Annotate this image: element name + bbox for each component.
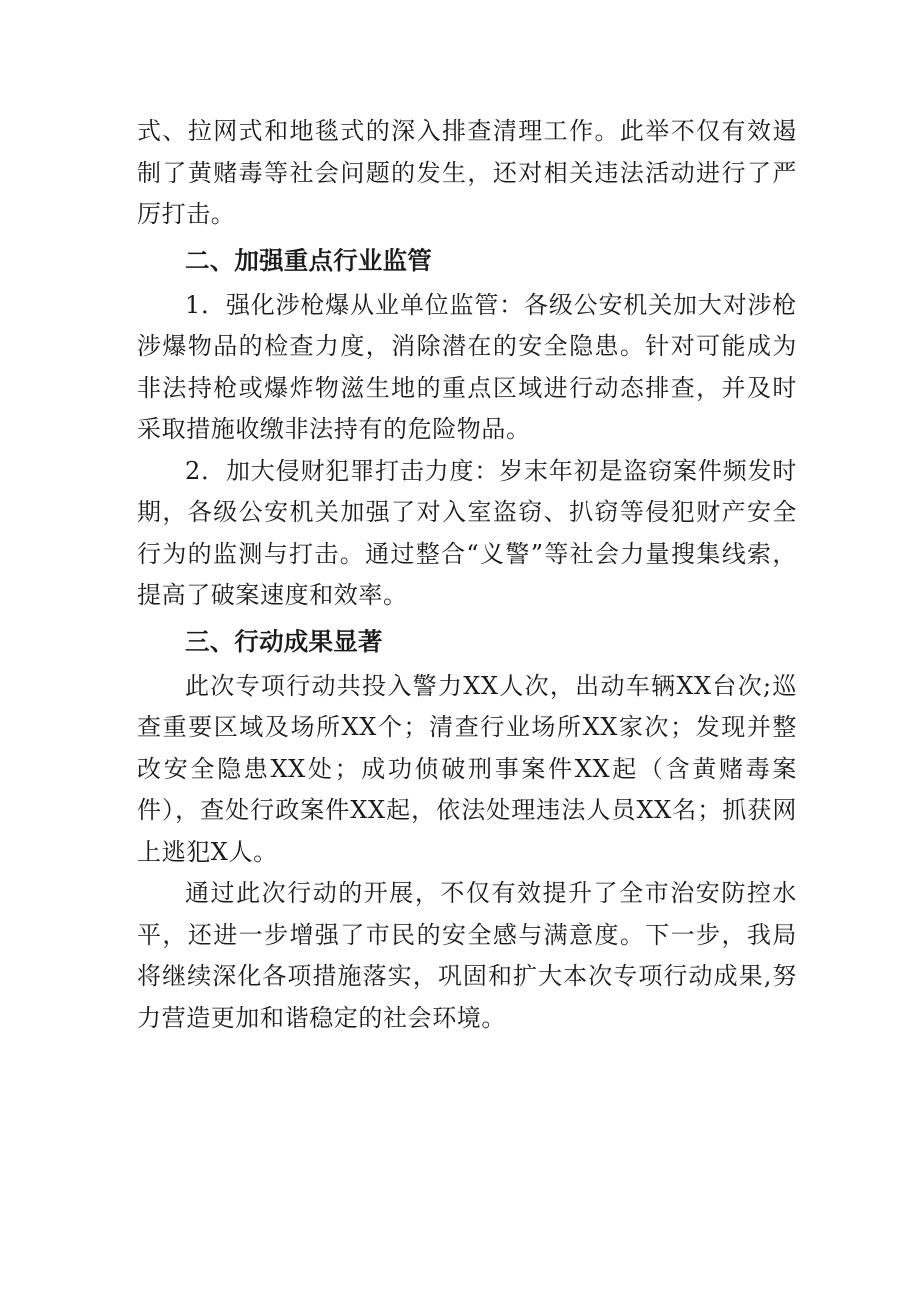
paragraph-3-1: 此次专项行动共投入警力XX人次，出动车辆XX台次;巡查重要区域及场所XX个；清查行业场所XX家次；发现并整改安全隐患XX处；成功侦破刑事案件XX起（含黄赌毒案件），查处行政案件XX起，依法处理违法人员XX名；抓获网上逃犯X人。 [137,671,797,866]
paragraph-2-1: 1．强化涉枪爆从业单位监管：各级公安机关加大对涉枪涉爆物品的检查力度，消除潜在的安全隐患。针对可能成为非法持枪或爆炸物滋生地的重点区域进行动态排查，并及时采取措施收缴非法持有的危险物品。 [137,290,797,443]
intro-paragraph: 式、拉网式和地毯式的深入排查清理工作。此举不仅有效遏制了黄赌毒等社会问题的发生，还对相关违法活动进行了严厉打击。 [137,117,797,228]
section-heading-3: 三、行动成果显著 [185,626,383,656]
document-body [137,111,797,1039]
paragraph-3-2: 通过此次行动的开展，不仅有效提升了全市治安防控水平，还进一步增强了市民的安全感与满意度。下一步，我局将继续深化各项措施落实，巩固和扩大本次专项行动成果,努力营造更加和谐稳定的社会环境。 [137,879,797,1032]
section-heading-2: 二、加强重点行业监管 [185,245,432,275]
paragraph-2-2: 2．加大侵财犯罪打击力度：岁末年初是盗窃案件频发时期，各级公安机关加强了对入室盗窃、扒窃等侵犯财产安全行为的监测与打击。通过整合“义警”等社会力量搜集线索，提高了破案速度和效率。 [137,456,797,609]
